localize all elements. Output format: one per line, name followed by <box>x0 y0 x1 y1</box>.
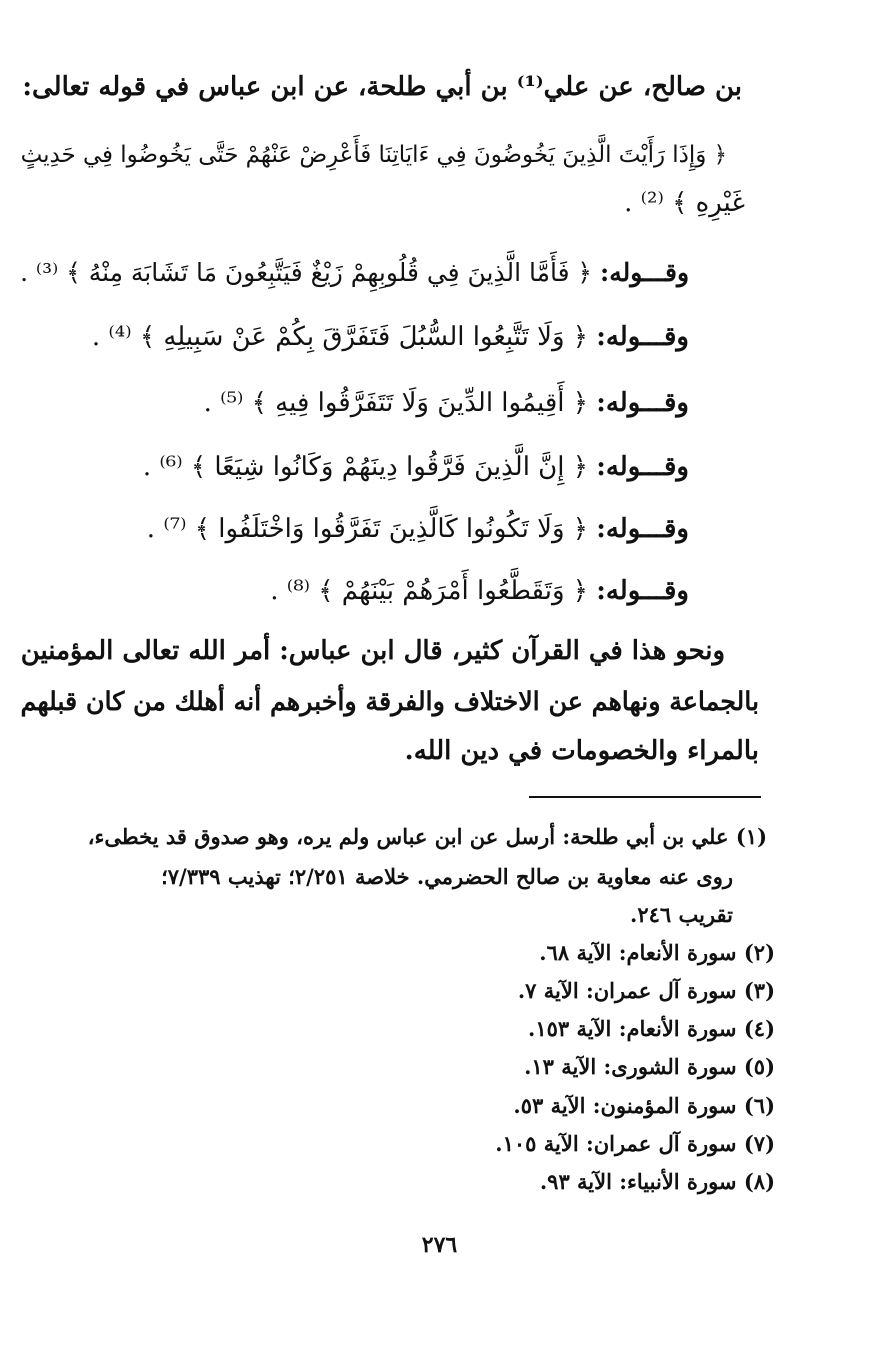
footnote-5: (٥) سورة الشورى: الآية ١٣. <box>524 1054 775 1079</box>
footnote-1-line-3: تقريب ٢٤٦. <box>630 902 733 927</box>
footnote-separator <box>529 796 761 798</box>
intro-line: بن صالح، عن علي⁽¹⁾ بن أبي طلحة، عن ابن عباس في قوله تعالى: <box>22 72 742 102</box>
verse-5-line <box>143 452 689 482</box>
verse-3-line <box>92 322 689 352</box>
verse-2-line <box>20 258 689 287</box>
verse-7-label: وقـــوله: <box>596 576 689 606</box>
verse-7-text: ﴿ وَتَقَطَّعُوا أَمْرَهُمْ بَيْنَهُمْ ﴾ ⁽⁸⁾ . <box>270 576 588 606</box>
footnote-4: (٤) سورة الأنعام: الآية ١٥٣. <box>528 1016 775 1041</box>
paragraph-line-1: ونحو هذا في القرآن كثير، قال ابن عباس: أمر الله تعالى المؤمنين <box>20 636 725 666</box>
verse-2-text: ﴿ فَأَمَّا الَّذِينَ فِي قُلُوبِهِمْ زَيْغٌ فَيَتَّبِعُونَ مَا تَشَابَهَ مِنْهُ ﴾ ⁽³⁾ . <box>20 258 593 287</box>
verse-3-label: وقـــوله: <box>596 322 689 352</box>
footnote-8: (٨) سورة الأنبياء: الآية ٩٣. <box>539 1169 775 1194</box>
footnote-3: (٣) سورة آل عمران: الآية ٧. <box>517 978 775 1003</box>
paragraph-line-3: بالمراء والخصومات في دين الله. <box>404 736 759 766</box>
verse-3-text: ﴿ وَلَا تَتَّبِعُوا السُّبُلَ فَتَفَرَّقَ بِكُمْ عَنْ سَبِيلِهِ ﴾ ⁽⁴⁾ . <box>91 322 588 352</box>
footnote-2: (٢) سورة الأنعام: الآية ٦٨. <box>539 940 775 965</box>
verse-4-text: ﴿ أَقِيمُوا الدِّينَ وَلَا تَتَفَرَّقُوا فِيهِ ﴾ ⁽⁵⁾ . <box>203 388 588 418</box>
verse-6-text: ﴿ وَلَا تَكُونُوا كَالَّذِينَ تَفَرَّقُوا وَاخْتَلَفُوا ﴾ ⁽⁷⁾ . <box>146 514 588 544</box>
verse-7-line <box>270 576 689 606</box>
verse-2-label: وقـــوله: <box>600 258 689 287</box>
verse-6-label: وقـــوله: <box>596 514 689 544</box>
verse-1-line-2: غَيْرِهِ ﴾ ⁽²⁾ . <box>624 188 745 218</box>
verse-4-label: وقـــوله: <box>596 388 689 418</box>
footnote-7: (٧) سورة آل عمران: الآية ١٠٥. <box>495 1131 775 1156</box>
verse-5-label: وقـــوله: <box>596 452 689 482</box>
page-number: ٢٧٦ <box>421 1232 458 1258</box>
footnote-1-line-1: (١) علي بن أبي طلحة: أرسل عن ابن عباس ولم يره، وهو صدوق قد يخطىء، <box>87 824 767 849</box>
verse-6-line <box>147 514 689 544</box>
verse-5-text: ﴿ إِنَّ الَّذِينَ فَرَّقُوا دِينَهُمْ وَكَانُوا شِيَعًا ﴾ ⁽⁶⁾ . <box>142 452 588 482</box>
paragraph-line-2: بالجماعة ونهاهم عن الاختلاف والفرقة وأخبرهم أنه أهلك من كان قبلهم <box>20 686 759 716</box>
footnote-6: (٦) سورة المؤمنون: الآية ٥٣. <box>513 1093 775 1118</box>
verse-1-line-1: ﴿ وَإِذَا رَأَيْتَ الَّذِينَ يَخُوضُونَ فِي ءَايَاتِنَا فَأَعْرِضْ عَنْهُمْ حَتَّى يَخُوضُوا فِي حَدِيثٍ <box>20 142 727 168</box>
verse-4-line <box>204 388 689 418</box>
footnote-1-line-2: روى عنه معاوية بن صالح الحضرمي. خلاصة ٢/٢٥١؛ تهذيب ٧/٣٣٩؛ <box>161 864 733 889</box>
